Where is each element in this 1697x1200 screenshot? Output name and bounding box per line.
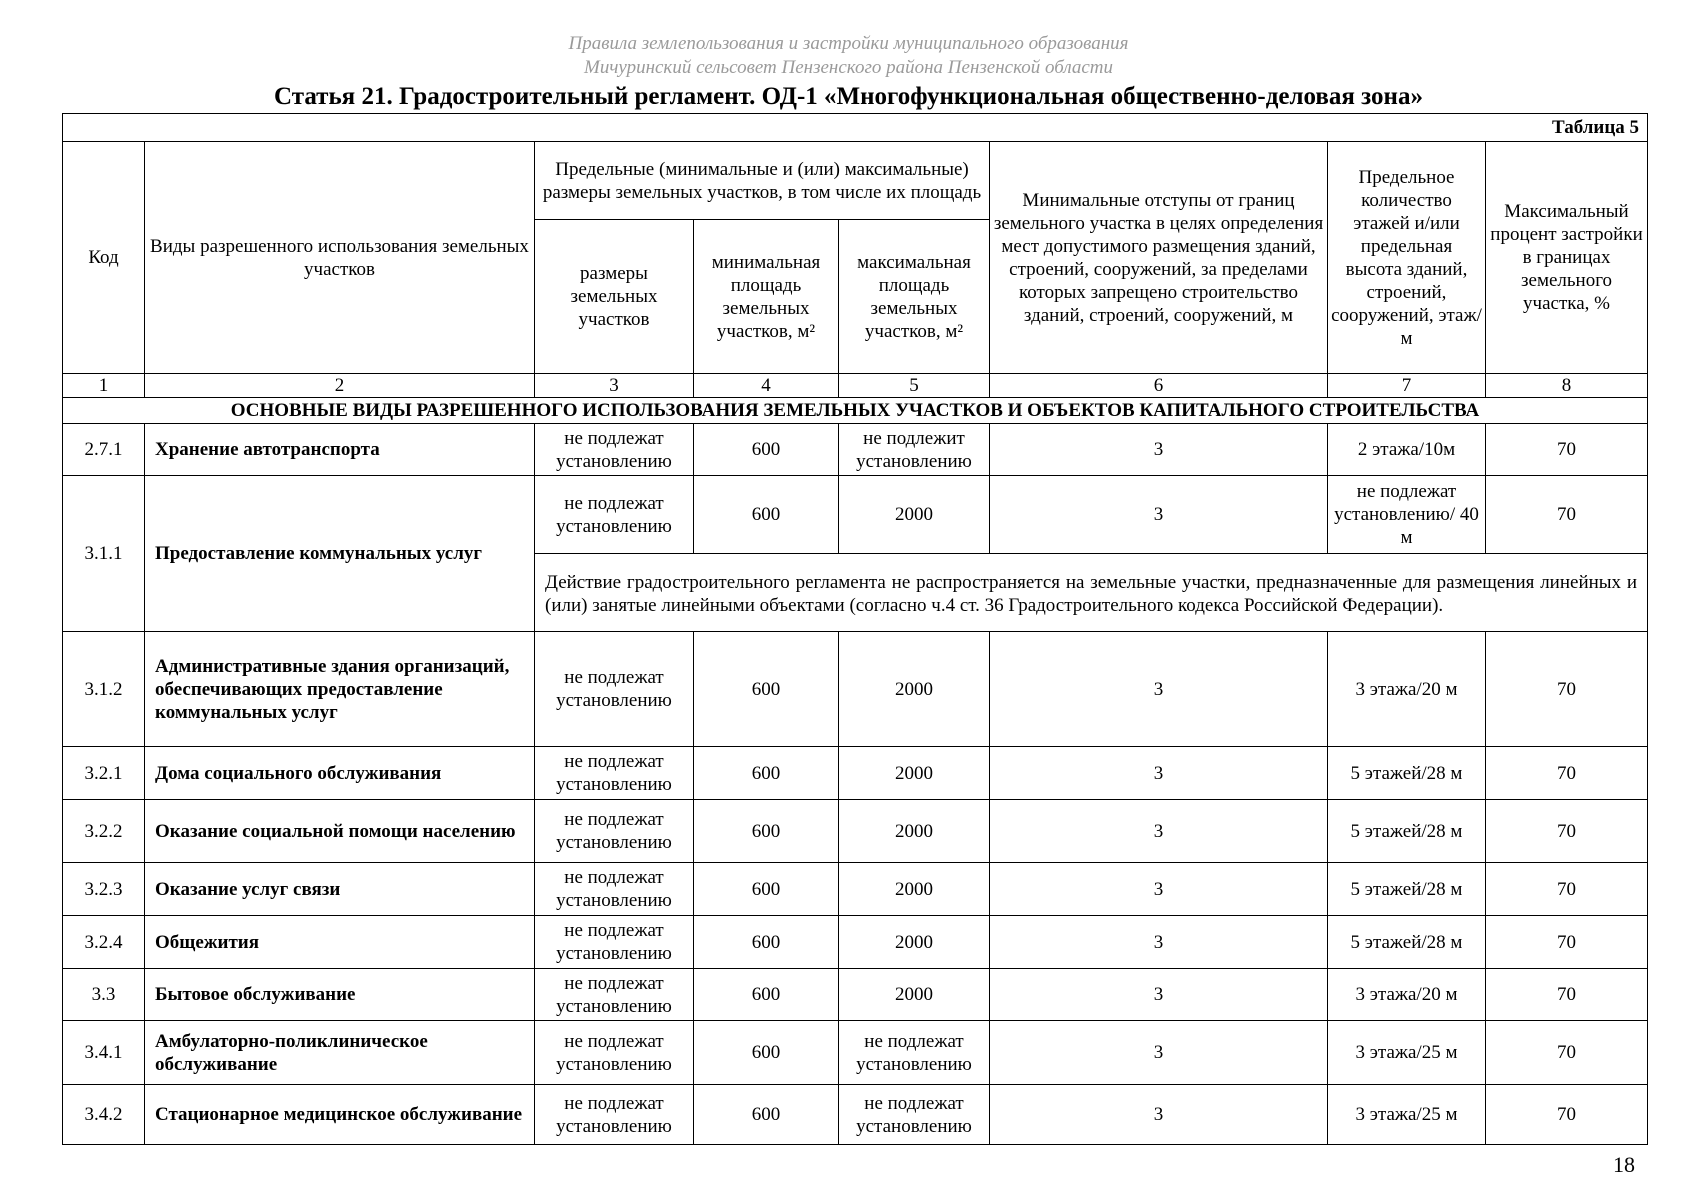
cell-setback: 3 <box>990 1021 1328 1085</box>
cell-sizes: не подлежат установлению <box>535 800 694 863</box>
column-number: 3 <box>535 374 694 398</box>
cell-sizes: не подлежат установлению <box>535 476 694 554</box>
table-row <box>63 800 1648 863</box>
column-number: 6 <box>990 374 1328 398</box>
cell-coverage: 70 <box>1486 1085 1648 1145</box>
cell-use: Дома социального обслуживания <box>145 747 535 800</box>
cell-floors: 3 этажа/20 м <box>1328 969 1486 1021</box>
table-caption: Таблица 5 <box>63 114 1648 142</box>
cell-code: 2.7.1 <box>63 424 145 476</box>
cell-min-area: 600 <box>694 969 839 1021</box>
table-row <box>63 916 1648 969</box>
table-row <box>63 863 1648 916</box>
cell-sizes: не подлежат установлению <box>535 916 694 969</box>
cell-max-area: не подлежат установлению <box>839 1021 990 1085</box>
cell-coverage: 70 <box>1486 476 1648 554</box>
article-title: Статья 21. Градостроительный регламент. ОД-1 «Многофункциональная общественно-деловая зона» <box>274 83 1423 110</box>
header-max-area: максимальная площадь земельных участков, м² <box>839 220 990 374</box>
header-floors: Предельное количество этажей и/или предельная высота зданий, строений, сооружений, этаж/м <box>1328 142 1486 374</box>
cell-coverage: 70 <box>1486 424 1648 476</box>
table-row <box>63 424 1648 476</box>
cell-use: Предоставление коммунальных услуг <box>145 476 535 632</box>
cell-min-area: 600 <box>694 476 839 554</box>
header-sizes: размеры земельных участков <box>535 220 694 374</box>
cell-code: 3.4.1 <box>63 1021 145 1085</box>
cell-use: Хранение автотранспорта <box>145 424 535 476</box>
cell-setback: 3 <box>990 747 1328 800</box>
column-number: 4 <box>694 374 839 398</box>
cell-code: 3.1.2 <box>63 632 145 747</box>
cell-sizes: не подлежат установлению <box>535 1085 694 1145</box>
column-number: 5 <box>839 374 990 398</box>
cell-floors: 5 этажей/28 м <box>1328 863 1486 916</box>
cell-max-area: 2000 <box>839 800 990 863</box>
cell-max-area: 2000 <box>839 476 990 554</box>
cell-use: Оказание социальной помощи населению <box>145 800 535 863</box>
table-row <box>63 747 1648 800</box>
table-row <box>63 1085 1648 1145</box>
cell-code: 3.2.4 <box>63 916 145 969</box>
cell-use: Административные здания организаций, обеспечивающих предоставление коммунальных услуг <box>145 632 535 747</box>
cell-code: 3.4.2 <box>63 1085 145 1145</box>
cell-note: Действие градостроительного регламента не распространяется на земельные участки, предназначенные для размещения линейных и (или) занятые линейными объектами (согласно ч.4 ст. 36 Градостроительного кодекса Российской Федерации). <box>535 554 1648 632</box>
cell-sizes: не подлежат установлению <box>535 863 694 916</box>
cell-min-area: 600 <box>694 424 839 476</box>
table-row <box>63 1021 1648 1085</box>
cell-setback: 3 <box>990 1085 1328 1145</box>
page-number: 18 <box>1613 1152 1635 1177</box>
cell-setback: 3 <box>990 863 1328 916</box>
cell-sizes: не подлежат установлению <box>535 747 694 800</box>
cell-min-area: 600 <box>694 863 839 916</box>
header-min-area: минимальная площадь земельных участков, м² <box>694 220 839 374</box>
cell-floors: 3 этажа/25 м <box>1328 1021 1486 1085</box>
column-number: 8 <box>1486 374 1648 398</box>
column-number: 7 <box>1328 374 1486 398</box>
cell-code: 3.3 <box>63 969 145 1021</box>
cell-coverage: 70 <box>1486 800 1648 863</box>
cell-use: Оказание услуг связи <box>145 863 535 916</box>
cell-sizes: не подлежат установлению <box>535 969 694 1021</box>
cell-floors: 3 этажа/20 м <box>1328 632 1486 747</box>
column-number: 2 <box>145 374 535 398</box>
cell-coverage: 70 <box>1486 1021 1648 1085</box>
cell-setback: 3 <box>990 969 1328 1021</box>
cell-coverage: 70 <box>1486 747 1648 800</box>
cell-setback: 3 <box>990 916 1328 969</box>
cell-sizes: не подлежат установлению <box>535 632 694 747</box>
cell-floors: 2 этажа/10м <box>1328 424 1486 476</box>
cell-use: Амбулаторно-поликлиническое обслуживание <box>145 1021 535 1085</box>
cell-coverage: 70 <box>1486 969 1648 1021</box>
cell-min-area: 600 <box>694 800 839 863</box>
cell-floors: не подлежат установлению/ 40 м <box>1328 476 1486 554</box>
cell-use: Общежития <box>145 916 535 969</box>
table-row <box>63 476 1648 554</box>
cell-max-area: 2000 <box>839 863 990 916</box>
section-title: ОСНОВНЫЕ ВИДЫ РАЗРЕШЕННОГО ИСПОЛЬЗОВАНИЯ ЗЕМЕЛЬНЫХ УЧАСТКОВ И ОБЪЕКТОВ КАПИТАЛЬНОГО СТРОИТЕЛЬСТВА <box>63 398 1648 424</box>
table-row <box>63 969 1648 1021</box>
cell-min-area: 600 <box>694 1021 839 1085</box>
cell-use: Стационарное медицинское обслуживание <box>145 1085 535 1145</box>
cell-min-area: 600 <box>694 1085 839 1145</box>
header-use: Виды разрешенного использования земельных участков <box>145 142 535 374</box>
cell-code: 3.1.1 <box>63 476 145 632</box>
cell-floors: 5 этажей/28 м <box>1328 800 1486 863</box>
header-limits: Предельные (минимальные и (или) максимальные) размеры земельных участков, в том числе их площадь <box>535 142 990 220</box>
running-header-line-1: Правила землепользования и застройки муниципального образования <box>568 33 1129 54</box>
cell-max-area: 2000 <box>839 632 990 747</box>
cell-code: 3.2.2 <box>63 800 145 863</box>
header-coverage: Максимальный процент застройки в границах земельного участка, % <box>1486 142 1648 374</box>
cell-min-area: 600 <box>694 632 839 747</box>
cell-coverage: 70 <box>1486 863 1648 916</box>
cell-sizes: не подлежат установлению <box>535 424 694 476</box>
cell-code: 3.2.3 <box>63 863 145 916</box>
cell-use: Бытовое обслуживание <box>145 969 535 1021</box>
cell-max-area: не подлежит установлению <box>839 424 990 476</box>
cell-max-area: 2000 <box>839 747 990 800</box>
cell-coverage: 70 <box>1486 916 1648 969</box>
cell-max-area: 2000 <box>839 969 990 1021</box>
cell-code: 3.2.1 <box>63 747 145 800</box>
cell-floors: 3 этажа/25 м <box>1328 1085 1486 1145</box>
regulation-table-container <box>62 113 1647 1145</box>
running-header <box>0 32 1697 80</box>
header-code: Код <box>63 142 145 374</box>
cell-setback: 3 <box>990 424 1328 476</box>
cell-min-area: 600 <box>694 916 839 969</box>
cell-sizes: не подлежат установлению <box>535 1021 694 1085</box>
cell-setback: 3 <box>990 476 1328 554</box>
column-number: 1 <box>63 374 145 398</box>
cell-setback: 3 <box>990 632 1328 747</box>
header-setbacks: Минимальные отступы от границ земельного участка в целях определения мест допустимого размещения зданий, строений, сооружений, за пределами которых запрещено строительство зданий, строений, сооружений, м <box>990 142 1328 374</box>
cell-min-area: 600 <box>694 747 839 800</box>
cell-setback: 3 <box>990 800 1328 863</box>
running-header-line-2: Мичуринский сельсовет Пензенского района Пензенской области <box>584 57 1113 78</box>
regulation-table <box>62 113 1648 1145</box>
cell-max-area: не подлежат установлению <box>839 1085 990 1145</box>
cell-coverage: 70 <box>1486 632 1648 747</box>
cell-floors: 5 этажей/28 м <box>1328 916 1486 969</box>
table-row <box>63 632 1648 747</box>
column-numbers-row <box>63 374 1648 398</box>
cell-max-area: 2000 <box>839 916 990 969</box>
cell-floors: 5 этажей/28 м <box>1328 747 1486 800</box>
